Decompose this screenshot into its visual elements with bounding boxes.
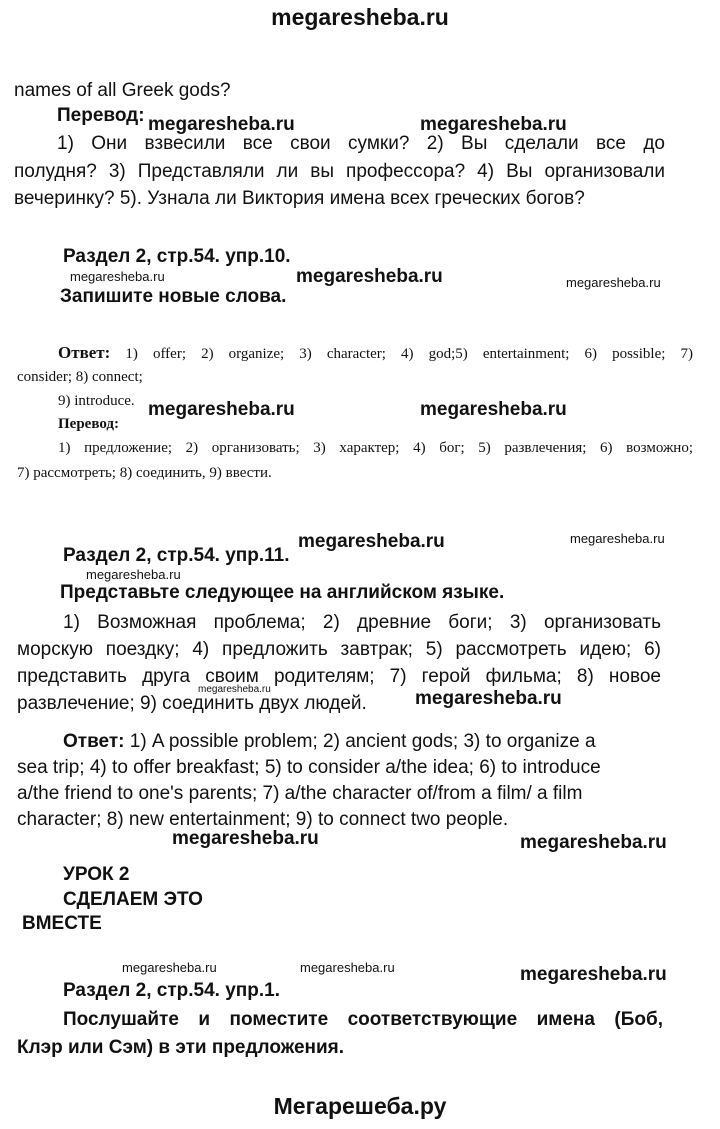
watermark: megaresheba.ru — [296, 266, 443, 287]
text-line: полудня? 3) Представляли ли вы профессора? 4) Вы организовали — [14, 161, 665, 182]
exercise-task: Представьте следующее на английском языке. — [60, 582, 505, 603]
answer-label: Ответ: — [63, 731, 125, 752]
perevod-label: Перевод: — [57, 105, 145, 126]
watermark: megaresheba.ru — [570, 531, 665, 546]
site-footer: Мегарешеба.ру — [273, 1093, 447, 1119]
translation-line: 7) рассмотреть; 8) соединить, 9) ввести. — [17, 465, 272, 481]
translation-line: 1) предложение; 2) организовать; 3) характер; 4) бог; 5) развлечения; 6) возможно; — [58, 440, 693, 456]
watermark: megaresheba.ru — [148, 114, 295, 135]
answer-line: 9) introduce. — [58, 393, 135, 409]
text-line: 1) Возможная проблема; 2) древние боги; 3) организовать — [63, 612, 661, 633]
text-line: развлечение; 9) соединить двух людей. — [17, 693, 367, 714]
watermark: megaresheba.ru — [198, 684, 271, 695]
exercise-task: Послушайте и поместите соответствующие имена (Боб, — [63, 1009, 663, 1030]
watermark: megaresheba.ru — [70, 269, 165, 284]
answer-line: Ответ: 1) A possible problem; 2) ancient gods; 3) to organize a — [63, 731, 596, 752]
text-line: names of all Greek gods? — [14, 80, 231, 101]
watermark: megaresheba.ru — [122, 960, 217, 975]
watermark: megaresheba.ru — [86, 567, 181, 582]
watermark: megaresheba.ru — [520, 964, 667, 985]
answer-line: a/the friend to one's parents; 7) a/the character of/from a film/ a film — [17, 783, 583, 804]
text-line: 1) Они взвесили все свои сумки? 2) Вы сделали все до — [57, 133, 665, 154]
exercise-heading: Раздел 2, стр.54. упр.11. — [63, 545, 290, 566]
watermark: megaresheba.ru — [415, 688, 562, 709]
exercise-heading: Раздел 2, стр.54. упр.10. — [63, 246, 291, 267]
watermark: megaresheba.ru — [300, 960, 395, 975]
watermark: megaresheba.ru — [298, 531, 445, 552]
text-line: морскую поездку; 4) предложить завтрак; 5) рассмотреть идею; 6) — [17, 639, 661, 660]
site-header: megaresheba.ru — [271, 4, 449, 30]
answer-line: Ответ: 1) offer; 2) organize; 3) character; 4) god;5) entertainment; 6) possible; 7) — [58, 343, 693, 362]
watermark: megaresheba.ru — [566, 275, 661, 290]
lesson-title: СДЕЛАЕМ ЭТО — [63, 889, 203, 910]
watermark: megaresheba.ru — [148, 399, 295, 420]
text-line: представить друга своим родителям; 7) герой фильма; 8) новое — [17, 666, 661, 687]
watermark: megaresheba.ru — [420, 399, 567, 420]
answer-line: sea trip; 4) to offer breakfast; 5) to consider a/the idea; 6) to introduce — [17, 757, 601, 778]
exercise-task: Запишите новые слова. — [60, 286, 287, 307]
exercise-heading: Раздел 2, стр.54. упр.1. — [63, 980, 280, 1001]
watermark: megaresheba.ru — [520, 832, 667, 853]
answer-line: consider; 8) connect; — [17, 369, 143, 385]
watermark: megaresheba.ru — [420, 114, 567, 135]
watermark: megaresheba.ru — [172, 828, 319, 849]
lesson-title: УРОК 2 — [63, 864, 130, 885]
perevod-label: Перевод: — [58, 416, 119, 432]
answer-line: character; 8) new entertainment; 9) to connect two people. — [17, 809, 509, 830]
text-line: вечеринку? 5). Узнала ли Виктория имена всех греческих богов? — [14, 188, 585, 209]
exercise-task: Клэр или Сэм) в эти предложения. — [17, 1037, 345, 1058]
answer-label: Ответ: — [58, 343, 111, 362]
lesson-title: ВМЕСТЕ — [22, 913, 102, 934]
